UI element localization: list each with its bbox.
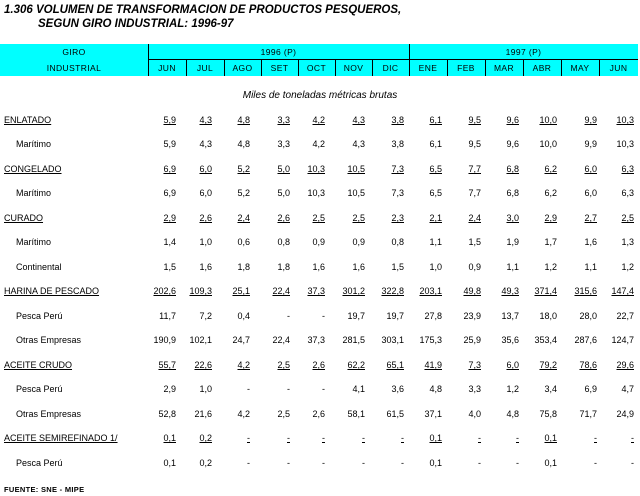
value-cell: 2,3 bbox=[391, 213, 404, 223]
value-cell: 0,1 bbox=[429, 433, 442, 443]
row-label: CURADO bbox=[4, 213, 44, 223]
table-title-line1: 1.306 VOLUMEN DE TRANSFORMACION DE PRODUCTOS PESQUEROS, bbox=[4, 4, 402, 16]
value-cell: 41,9 bbox=[424, 360, 442, 370]
value-cell: 6,9 bbox=[163, 164, 176, 174]
table-row bbox=[0, 458, 640, 472]
value-cell: 1,1 bbox=[506, 262, 519, 272]
value-cell: 65,1 bbox=[386, 360, 404, 370]
row-label: Pesca Perú bbox=[16, 311, 63, 321]
value-cell: 202,6 bbox=[153, 286, 176, 296]
value-cell: 4,2 bbox=[312, 115, 325, 125]
value-cell: 6,9 bbox=[584, 384, 597, 394]
value-cell: 3,3 bbox=[277, 115, 290, 125]
month-header: DIC bbox=[382, 63, 399, 73]
value-cell: 1,1 bbox=[584, 262, 597, 272]
value-cell: 0,1 bbox=[163, 458, 176, 468]
header-divider bbox=[148, 59, 638, 60]
value-cell: 0,1 bbox=[544, 433, 557, 443]
value-cell: - bbox=[362, 433, 365, 443]
value-cell: 9,5 bbox=[468, 115, 481, 125]
value-cell: 1,9 bbox=[506, 237, 519, 247]
row-label: Marítimo bbox=[16, 139, 52, 149]
value-cell: 4,3 bbox=[199, 115, 212, 125]
value-cell: 4,3 bbox=[199, 139, 212, 149]
value-cell: 1,6 bbox=[352, 262, 365, 272]
month-header: SET bbox=[270, 63, 289, 73]
value-cell: 75,8 bbox=[539, 409, 557, 419]
value-cell: 2,1 bbox=[429, 213, 442, 223]
value-cell: 371,4 bbox=[534, 286, 557, 296]
value-cell: 0,8 bbox=[391, 237, 404, 247]
value-cell: 18,0 bbox=[539, 311, 557, 321]
value-cell: 2,6 bbox=[199, 213, 212, 223]
value-cell: 2,5 bbox=[277, 409, 290, 419]
value-cell: 6,0 bbox=[199, 164, 212, 174]
value-cell: - bbox=[322, 433, 325, 443]
value-cell: 79,2 bbox=[539, 360, 557, 370]
table-row bbox=[0, 384, 640, 398]
source-footnote: FUENTE: SNE - MIPE bbox=[4, 485, 85, 494]
value-cell: 2,6 bbox=[312, 360, 325, 370]
value-cell: 0,1 bbox=[163, 433, 176, 443]
value-cell: 0,8 bbox=[277, 237, 290, 247]
value-cell: 6,0 bbox=[584, 164, 597, 174]
value-cell: 0,9 bbox=[312, 237, 325, 247]
table-row bbox=[0, 335, 640, 349]
value-cell: 78,6 bbox=[579, 360, 597, 370]
month-header: ABR bbox=[532, 63, 552, 73]
value-cell: 190,9 bbox=[153, 335, 176, 345]
value-cell: 10,3 bbox=[307, 188, 325, 198]
value-cell: 7,3 bbox=[391, 188, 404, 198]
value-cell: - bbox=[247, 433, 250, 443]
value-cell: 3,3 bbox=[468, 384, 481, 394]
value-cell: 1,3 bbox=[621, 237, 634, 247]
value-cell: 3,8 bbox=[391, 139, 404, 149]
value-cell: 62,2 bbox=[347, 360, 365, 370]
value-cell: 10,0 bbox=[539, 139, 557, 149]
month-header: NOV bbox=[343, 63, 364, 73]
value-cell: - bbox=[247, 458, 250, 468]
value-cell: 6,8 bbox=[506, 164, 519, 174]
value-cell: - bbox=[516, 433, 519, 443]
value-cell: 71,7 bbox=[579, 409, 597, 419]
value-cell: 6,2 bbox=[544, 188, 557, 198]
value-cell: - bbox=[322, 384, 325, 394]
value-cell: 10,5 bbox=[347, 164, 365, 174]
value-cell: 109,3 bbox=[189, 286, 212, 296]
value-cell: 24,7 bbox=[232, 335, 250, 345]
value-cell: 5,9 bbox=[163, 115, 176, 125]
row-label: ACEITE CRUDO bbox=[4, 360, 73, 370]
value-cell: 2,6 bbox=[312, 409, 325, 419]
value-cell: 1,6 bbox=[199, 262, 212, 272]
month-header: ENE bbox=[418, 63, 438, 73]
value-cell: 4,8 bbox=[237, 115, 250, 125]
value-cell: 6,5 bbox=[429, 164, 442, 174]
value-cell: 315,6 bbox=[574, 286, 597, 296]
month-header: JUN bbox=[158, 63, 176, 73]
value-cell: 19,7 bbox=[347, 311, 365, 321]
value-cell: 37,3 bbox=[307, 286, 325, 296]
value-cell: - bbox=[478, 458, 481, 468]
value-cell: 0,6 bbox=[237, 237, 250, 247]
value-cell: 3,3 bbox=[277, 139, 290, 149]
value-cell: 1,7 bbox=[544, 237, 557, 247]
value-cell: 4,1 bbox=[352, 384, 365, 394]
table-row bbox=[0, 115, 640, 129]
value-cell: 6,3 bbox=[621, 188, 634, 198]
row-label: CONGELADO bbox=[4, 164, 62, 174]
value-cell: 2,7 bbox=[584, 213, 597, 223]
table-row bbox=[0, 164, 640, 178]
value-cell: 6,0 bbox=[199, 188, 212, 198]
value-cell: 3,8 bbox=[391, 115, 404, 125]
value-cell: 61,5 bbox=[386, 409, 404, 419]
value-cell: - bbox=[516, 458, 519, 468]
table-header bbox=[0, 44, 638, 76]
value-cell: 23,9 bbox=[463, 311, 481, 321]
value-cell: - bbox=[401, 433, 404, 443]
value-cell: 2,4 bbox=[237, 213, 250, 223]
value-cell: 0,2 bbox=[199, 458, 212, 468]
value-cell: 55,7 bbox=[158, 360, 176, 370]
value-cell: 2,4 bbox=[468, 213, 481, 223]
value-cell: 58,1 bbox=[347, 409, 365, 419]
value-cell: 1,0 bbox=[199, 384, 212, 394]
value-cell: 2,9 bbox=[163, 213, 176, 223]
value-cell: 9,9 bbox=[584, 115, 597, 125]
value-cell: - bbox=[322, 311, 325, 321]
table-row bbox=[0, 139, 640, 153]
value-cell: 6,3 bbox=[621, 164, 634, 174]
month-header: JUL bbox=[196, 63, 214, 73]
value-cell: 4,8 bbox=[506, 409, 519, 419]
value-cell: 7,3 bbox=[468, 360, 481, 370]
value-cell: 0,2 bbox=[199, 433, 212, 443]
row-label: HARINA DE PESCADO bbox=[4, 286, 100, 296]
value-cell: 353,4 bbox=[534, 335, 557, 345]
row-label: ACEITE SEMIREFINADO 1/ bbox=[4, 433, 118, 443]
value-cell: 4,3 bbox=[352, 115, 365, 125]
table-title-line2: SEGUN GIRO INDUSTRIAL: 1996-97 bbox=[38, 18, 234, 30]
value-cell: 49,8 bbox=[463, 286, 481, 296]
value-cell: 1,2 bbox=[506, 384, 519, 394]
value-cell: - bbox=[478, 433, 481, 443]
value-cell: 1,5 bbox=[163, 262, 176, 272]
row-label: Marítimo bbox=[16, 237, 52, 247]
value-cell: - bbox=[631, 433, 634, 443]
value-cell: 287,6 bbox=[574, 335, 597, 345]
value-cell: 11,7 bbox=[159, 311, 176, 321]
value-cell: 2,9 bbox=[544, 213, 557, 223]
value-cell: 0,9 bbox=[468, 262, 481, 272]
value-cell: 2,9 bbox=[163, 384, 176, 394]
value-cell: 37,1 bbox=[424, 409, 442, 419]
giro-header: GIRO bbox=[62, 47, 86, 57]
value-cell: 7,3 bbox=[391, 164, 404, 174]
value-cell: 2,5 bbox=[312, 213, 325, 223]
value-cell: 281,5 bbox=[342, 335, 365, 345]
table-row bbox=[0, 311, 640, 325]
value-cell: - bbox=[362, 458, 365, 468]
value-cell: 1,8 bbox=[237, 262, 250, 272]
value-cell: 124,7 bbox=[611, 335, 634, 345]
table-row bbox=[0, 360, 640, 374]
value-cell: 10,3 bbox=[616, 139, 634, 149]
value-cell: 5,0 bbox=[277, 164, 290, 174]
value-cell: 9,6 bbox=[506, 139, 519, 149]
value-cell: 6,5 bbox=[429, 188, 442, 198]
value-cell: 28,0 bbox=[579, 311, 597, 321]
value-cell: 7,7 bbox=[468, 188, 481, 198]
value-cell: 4,7 bbox=[621, 384, 634, 394]
row-label: Otras Empresas bbox=[16, 409, 82, 419]
month-header: OCT bbox=[306, 63, 327, 73]
value-cell: 4,2 bbox=[312, 139, 325, 149]
table-row bbox=[0, 237, 640, 251]
value-cell: 10,3 bbox=[616, 115, 634, 125]
value-cell: 102,1 bbox=[189, 335, 212, 345]
value-cell: 1,5 bbox=[468, 237, 481, 247]
value-cell: 4,8 bbox=[429, 384, 442, 394]
value-cell: - bbox=[247, 384, 250, 394]
value-cell: 6,2 bbox=[544, 164, 557, 174]
table-row bbox=[0, 213, 640, 227]
value-cell: 6,0 bbox=[506, 360, 519, 370]
month-header: MAY bbox=[570, 63, 590, 73]
value-cell: 2,5 bbox=[277, 360, 290, 370]
table-row bbox=[0, 409, 640, 423]
value-cell: 0,9 bbox=[352, 237, 365, 247]
value-cell: 5,0 bbox=[277, 188, 290, 198]
month-header: AGO bbox=[232, 63, 253, 73]
value-cell: 1,2 bbox=[621, 262, 634, 272]
value-cell: 5,2 bbox=[237, 188, 250, 198]
value-cell: 10,5 bbox=[347, 188, 365, 198]
value-cell: 52,8 bbox=[158, 409, 176, 419]
value-cell: 1,6 bbox=[584, 237, 597, 247]
value-cell: 22,4 bbox=[272, 286, 290, 296]
value-cell: 49,3 bbox=[501, 286, 519, 296]
value-cell: 21,6 bbox=[194, 409, 212, 419]
value-cell: 3,0 bbox=[506, 213, 519, 223]
value-cell: 4,2 bbox=[237, 409, 250, 419]
month-header: MAR bbox=[493, 63, 515, 73]
value-cell: 22,7 bbox=[616, 311, 634, 321]
value-cell: 2,5 bbox=[352, 213, 365, 223]
value-cell: - bbox=[322, 458, 325, 468]
value-cell: - bbox=[287, 458, 290, 468]
value-cell: 301,2 bbox=[342, 286, 365, 296]
value-cell: 5,2 bbox=[237, 164, 250, 174]
value-cell: 0,1 bbox=[429, 458, 442, 468]
value-cell: 37,3 bbox=[307, 335, 325, 345]
value-cell: 13,7 bbox=[501, 311, 519, 321]
value-cell: 6,0 bbox=[584, 188, 597, 198]
table-row bbox=[0, 286, 640, 300]
value-cell: 2,6 bbox=[277, 213, 290, 223]
row-label: Pesca Perú bbox=[16, 384, 63, 394]
value-cell: 4,3 bbox=[352, 139, 365, 149]
row-label: Pesca Perú bbox=[16, 458, 63, 468]
value-cell: 4,2 bbox=[237, 360, 250, 370]
value-cell: 19,7 bbox=[386, 311, 404, 321]
value-cell: 22,6 bbox=[194, 360, 212, 370]
value-cell: 1,1 bbox=[429, 237, 442, 247]
value-cell: - bbox=[594, 433, 597, 443]
value-cell: 3,4 bbox=[544, 384, 557, 394]
value-cell: 147,4 bbox=[611, 286, 634, 296]
unit-label: Miles de toneladas métricas brutas bbox=[242, 90, 398, 101]
value-cell: 6,1 bbox=[429, 139, 442, 149]
value-cell: 29,6 bbox=[616, 360, 634, 370]
value-cell: 1,8 bbox=[277, 262, 290, 272]
value-cell: 9,9 bbox=[584, 139, 597, 149]
value-cell: 1,4 bbox=[163, 237, 176, 247]
value-cell: 9,5 bbox=[468, 139, 481, 149]
row-label: Otras Empresas bbox=[16, 335, 82, 345]
industrial-header: INDUSTRIAL bbox=[46, 63, 102, 73]
value-cell: - bbox=[287, 311, 290, 321]
value-cell: 2,5 bbox=[621, 213, 634, 223]
value-cell: 1,2 bbox=[544, 262, 557, 272]
value-cell: 25,9 bbox=[463, 335, 481, 345]
value-cell: 4,8 bbox=[237, 139, 250, 149]
table-row bbox=[0, 188, 640, 202]
row-label: Marítimo bbox=[16, 188, 52, 198]
value-cell: 10,3 bbox=[307, 164, 325, 174]
value-cell: 0,1 bbox=[544, 458, 557, 468]
value-cell: 9,6 bbox=[506, 115, 519, 125]
value-cell: 175,3 bbox=[419, 335, 442, 345]
value-cell: 3,6 bbox=[391, 384, 404, 394]
value-cell: 10,0 bbox=[539, 115, 557, 125]
value-cell: 0,4 bbox=[237, 311, 250, 321]
value-cell: 1,6 bbox=[312, 262, 325, 272]
value-cell: 22,4 bbox=[272, 335, 290, 345]
value-cell: - bbox=[631, 458, 634, 468]
value-cell: 322,8 bbox=[381, 286, 404, 296]
value-cell: 1,0 bbox=[199, 237, 212, 247]
value-cell: 303,1 bbox=[381, 335, 404, 345]
value-cell: 24,9 bbox=[616, 409, 634, 419]
table-row bbox=[0, 433, 640, 447]
value-cell: 25,1 bbox=[232, 286, 250, 296]
year-1996-header: 1996 (P) bbox=[260, 47, 297, 57]
value-cell: 7,2 bbox=[199, 311, 212, 321]
table-row bbox=[0, 262, 640, 276]
value-cell: - bbox=[594, 458, 597, 468]
month-header: FEB bbox=[457, 63, 475, 73]
value-cell: 35,6 bbox=[501, 335, 519, 345]
value-cell: 6,9 bbox=[163, 188, 176, 198]
month-header: JUN bbox=[609, 63, 628, 73]
value-cell: 6,1 bbox=[429, 115, 442, 125]
year-1997-header: 1997 (P) bbox=[505, 47, 542, 57]
value-cell: - bbox=[401, 458, 404, 468]
row-label: Continental bbox=[16, 262, 62, 272]
value-cell: - bbox=[287, 433, 290, 443]
value-cell: 1,0 bbox=[429, 262, 442, 272]
value-cell: - bbox=[287, 384, 290, 394]
value-cell: 5,9 bbox=[163, 139, 176, 149]
value-cell: 1,5 bbox=[391, 262, 404, 272]
value-cell: 6,8 bbox=[506, 188, 519, 198]
value-cell: 203,1 bbox=[419, 286, 442, 296]
value-cell: 27,8 bbox=[424, 311, 442, 321]
row-label: ENLATADO bbox=[4, 115, 52, 125]
value-cell: 4,0 bbox=[468, 409, 481, 419]
value-cell: 7,7 bbox=[468, 164, 481, 174]
